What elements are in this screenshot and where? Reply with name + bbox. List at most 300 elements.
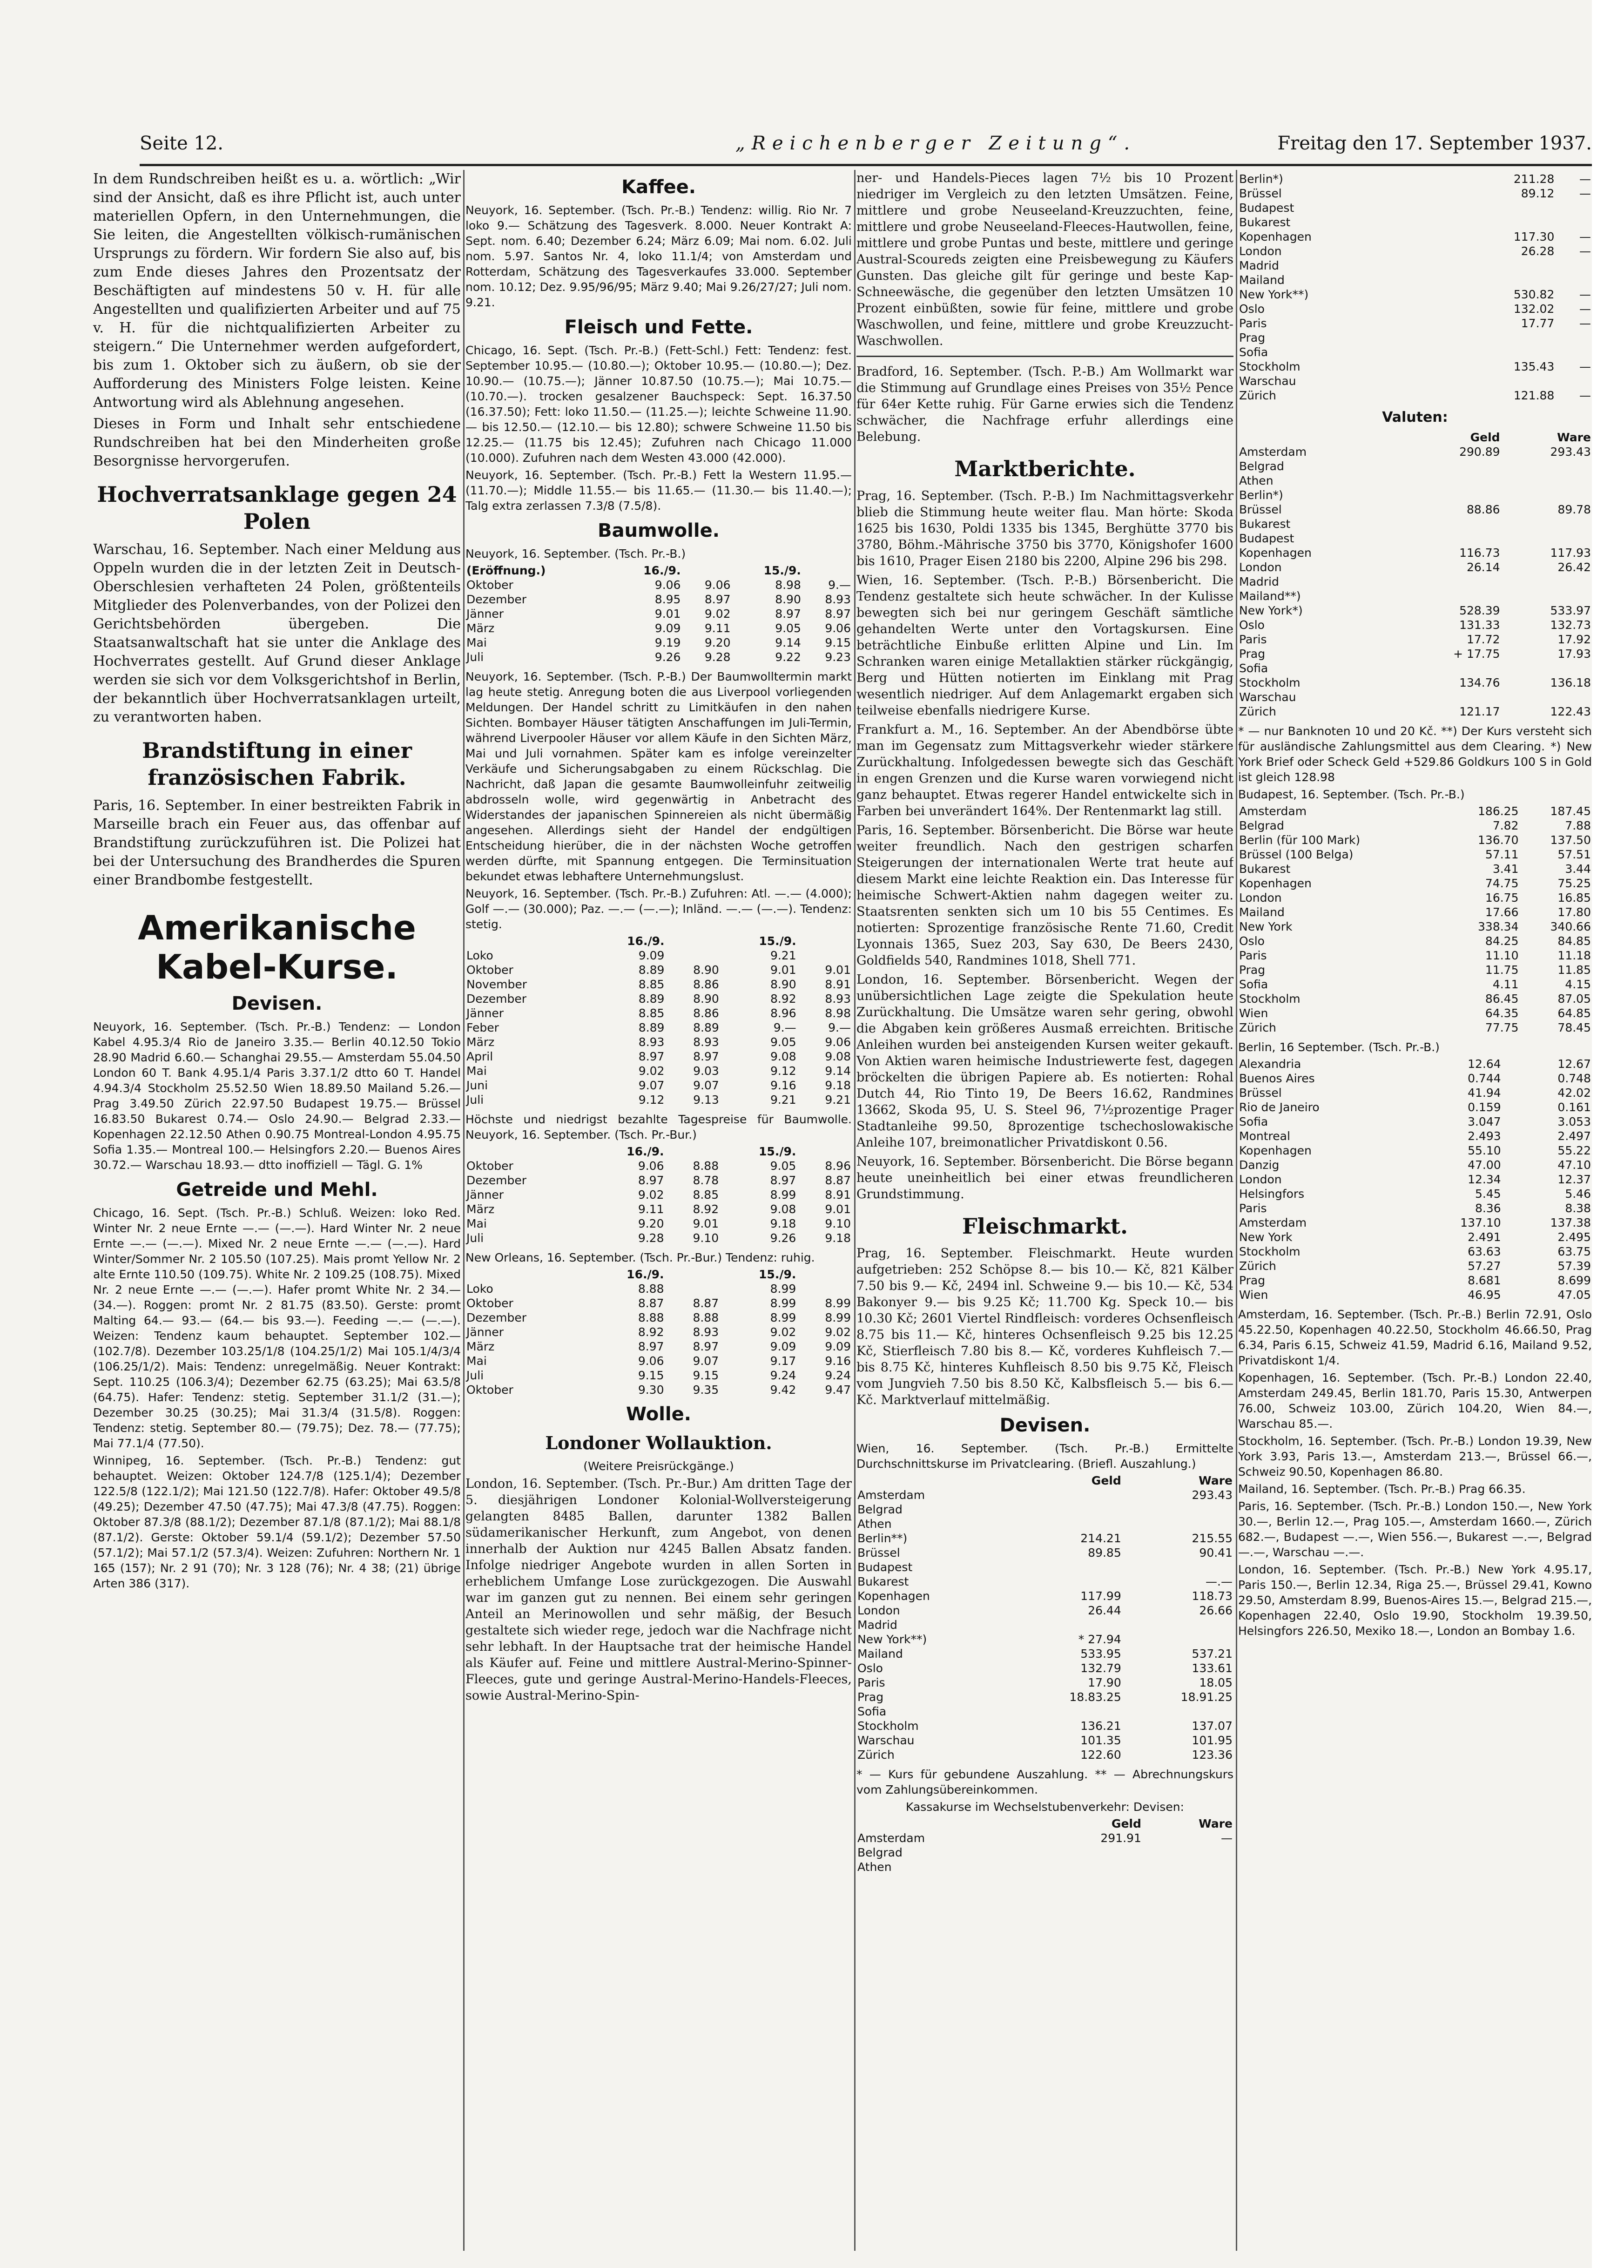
row-value: 17.90 [1088, 1676, 1121, 1689]
row-label: Berlin**) [857, 1532, 908, 1545]
row-label: Mailand [1239, 273, 1285, 287]
row-label: Stockholm [1239, 360, 1301, 373]
row-value [1397, 589, 1501, 603]
table-row [1238, 359, 1592, 374]
row-value: 8.93 [693, 1325, 719, 1339]
row-value: 9.18 [825, 1079, 851, 1092]
row-value: 2.497 [1557, 1129, 1591, 1143]
row-value: 116.73 [1459, 546, 1500, 560]
row-label: November [466, 978, 527, 991]
row-value [665, 1282, 720, 1296]
row-value [1122, 1517, 1233, 1531]
row-label: London [1239, 244, 1282, 258]
row-value: 9.14 [825, 1064, 851, 1078]
row-value: 137.10 [1460, 1216, 1501, 1229]
table-row [856, 1860, 1233, 1874]
row-value: 9.06 [704, 578, 731, 592]
row-value: 8.85 [638, 1006, 665, 1020]
table-row [1238, 388, 1592, 403]
row-label: Zürich [1239, 705, 1276, 718]
row-value: 9.03 [693, 1064, 719, 1078]
market-text: Chicago, 16. Sept. (Tsch. Pr.-B.) Schluß. Weizen: loko Red. Winter Nr. 2 neue Ernte —.— (—.—). Hard Winter Nr. 2 neue Ernte —.— (—.—). Mixed Nr. 2 neue Ernte —.— (—.—). Hard Winter/Sommer Nr. 2 105.50 (107.25). Mais promt Yellow Nr. 2 alte Ernte 110.50 (109.75). White Nr. 2 109.25 (108.75). Mixed Nr. 2 neue Ernte —.— (—.—). Hafer promt White Nr. 2 34.— (34.—). Roggen: promt Nr. 2 81.75 (83.50). Gerste: promt Malting 64.— 93.— (64.— bis 93.—). Feeding —.— (—.—). Weizen: Tendenz kaum behauptet. September 102.— (102.7/8). Dezember 103.25/1/8 (104.25/1/2) Mai 105.1/4/3/4 (106.25/1/2). Mais: Tendenz: unregelmäßig. Neuer Kontrakt: Sept. 110.25 (106.3/4); Dezember 62.75 (63.25); Mai 63.5/8 (64.75). Hafer: Tendenz: stetig. September 31.1/2 (31.—); Dezember 30.25 (30.25); Mai 31.3/4 (31.5/8). Roggen: Tendenz: stetig. September 80.— (79.75); Dez. 78.— (77.75); Mai 77.1/4 (77.50). [93, 1206, 461, 1450]
table-row [1238, 302, 1592, 316]
table-row [1238, 905, 1592, 919]
row-value: 9.09 [770, 1340, 796, 1353]
row-label: Bukarest [1239, 862, 1291, 876]
row-value: 9.28 [638, 1231, 664, 1245]
row-label: London [1239, 891, 1282, 904]
row-value: 9.05 [770, 1035, 796, 1049]
row-value: 3.44 [1565, 862, 1591, 876]
table-row [856, 1618, 1233, 1632]
table-row [856, 1574, 1233, 1589]
row-value: 26.14 [1466, 560, 1500, 574]
market-text: * — nur Banknoten 10 und 20 Kč. **) Der Kurs versteht sich für ausländische Zahlungsmittel aus dem Clearing. *) New York Brief oder Scheck Geld +529.86 Goldkurs 100 S in Gold ist gleich 128.98 [1238, 724, 1592, 784]
row-value: 9.07 [693, 1079, 719, 1092]
table-row [465, 1188, 852, 1202]
row-value [1501, 661, 1592, 675]
column-3 [856, 170, 1233, 2251]
table-row [1238, 1143, 1592, 1158]
row-value: 3.047 [1468, 1115, 1501, 1128]
row-value: 293.43 [1192, 1488, 1233, 1502]
row-value: 8.88 [638, 1311, 664, 1324]
row-label: Oktober [466, 1159, 513, 1173]
market-text: Amsterdam, 16. September. (Tsch. Pr.-B.) Berlin 72.91, Oslo 45.22.50, Kopenhagen 40.22.50, Stockholm 46.66.50, Prag 6.34, Paris 6.15, Schweiz 41.59, Madrid 6.16, Mailand 9.52, Privatdiskont 1/4. [1238, 1308, 1592, 1367]
row-value: 77.75 [1485, 1021, 1519, 1034]
row-label: Jänner [466, 607, 504, 621]
row-value: 17.77 [1521, 317, 1555, 330]
row-value: 9.15 [825, 636, 851, 649]
row-value: — [1579, 317, 1591, 330]
table-row [856, 1831, 1233, 1845]
row-label: Wien [1239, 1006, 1268, 1020]
row-value: 8.99 [770, 1282, 796, 1296]
row-label: März [466, 1340, 495, 1353]
row-value: 17.66 [1485, 905, 1519, 919]
row-value: — [1579, 389, 1591, 402]
row-value: 86.45 [1485, 992, 1519, 1006]
row-label: Loko [466, 1282, 493, 1296]
row-value: 88.86 [1466, 503, 1500, 516]
row-value: 9.42 [770, 1383, 796, 1397]
article-text: In dem Rundschreiben heißt es u. a. wörtlich: „Wir sind der Ansicht, daß es ihre Pflicht ist, auch unter materiellen Opfern, in den Unternehmungen, die Sie leiten, die Angestellten völkisch-rumänischen Ursprungs zu fördern. Wir fordern Sie also auf, bis zum Ende dieses Jahres den Prozentsatz der Beschäftigten auf mindestens 50 v. H. für alle Angestellten und qualifizierten Arbeiter und auf 75 v. H. für die nichtqualifizierten Arbeiter zu steigern.“ Die Unternehmer werden aufgefordert, bis zum 1. Oktober sich zu äußern, ob sie der Aufforderung des Ministers Folge leisten. Keine Antwortung wird als Ablehnung angesehen. [93, 171, 461, 411]
table-row [1238, 632, 1592, 647]
table-row [1238, 316, 1592, 331]
section-subtitle: Londoner Wollauktion. [545, 1432, 772, 1453]
table-row [1238, 172, 1592, 186]
row-value: 101.35 [1080, 1734, 1121, 1747]
row-value: 9.16 [825, 1354, 851, 1368]
row-value: 537.21 [1192, 1647, 1233, 1660]
row-value: 11.18 [1557, 949, 1591, 962]
row-value: 8.90 [770, 978, 796, 991]
row-value: 9.23 [825, 650, 851, 664]
row-value: 117.99 [1080, 1589, 1121, 1603]
market-text: Stockholm, 16. September. (Tsch. Pr.-B.) London 19.39, New York 3.93, Paris 13.—, Amsterdam 213.—, Brüssel 66.—, Schweiz 90.50, Kopenhagen 86.80. [1238, 1434, 1592, 1478]
row-value: 8.95 [654, 593, 681, 606]
row-label: Brüssel [1239, 503, 1282, 516]
row-label: Paris [1239, 949, 1267, 962]
row-value: 55.10 [1468, 1144, 1501, 1157]
table-row [1238, 331, 1592, 345]
row-label: April [466, 1050, 493, 1063]
row-label: Zürich [1239, 1021, 1276, 1034]
row-label: Mai [466, 1064, 487, 1078]
column-divider [463, 170, 465, 2251]
cotton-table-3: 16./9. 15./9. Oktober 9.06 8.88 9.05 8.96 Dezember 8.97 8.78 8.97 8.87 Jänner 9.02 8.85 8.99 8.91 März 9.11 8.92 9.08 9.01 Mai 9.20 9.01 9.18 9.10 Juli 9.28 9.10 9.26 9.18 [466, 1145, 851, 1245]
row-label: Paris [1239, 317, 1267, 330]
row-value: 9.15 [638, 1369, 664, 1382]
row-value: 74.75 [1485, 877, 1519, 890]
table-row [465, 1093, 852, 1107]
row-label: Oslo [1239, 934, 1265, 948]
table-row [1238, 804, 1592, 818]
row-value: 8.90 [693, 963, 719, 977]
row-value: 9.08 [825, 1050, 851, 1063]
row-value: 5.46 [1565, 1187, 1591, 1201]
row-label: London [1239, 1173, 1282, 1186]
row-value [1555, 331, 1592, 345]
row-value [1501, 589, 1592, 603]
row-value: 8.93 [825, 992, 851, 1006]
row-value: 84.85 [1557, 934, 1591, 948]
row-value: 17.92 [1557, 633, 1591, 646]
row-value: 78.45 [1557, 1021, 1591, 1034]
row-label: Paris [1239, 633, 1267, 646]
row-value: 134.76 [1459, 676, 1500, 689]
row-value: 122.43 [1550, 705, 1591, 718]
row-value [1011, 1502, 1122, 1517]
row-value: 9.06 [825, 1035, 851, 1049]
row-value: 57.27 [1468, 1259, 1501, 1273]
row-value: 8.85 [693, 1188, 719, 1202]
table-row [465, 1383, 852, 1397]
row-label: Oslo [1239, 618, 1265, 632]
table-row [856, 1748, 1233, 1762]
row-label: Mai [466, 636, 487, 649]
row-value: — [1579, 172, 1591, 186]
row-value [1555, 374, 1592, 388]
section-title: Fleischmarkt. [962, 1214, 1128, 1239]
table-row [1238, 546, 1592, 560]
row-value: 101.95 [1192, 1734, 1233, 1747]
row-label: Bukarest [1239, 517, 1291, 531]
row-value: 18.83.25 [1069, 1690, 1121, 1704]
row-label: Mailand [857, 1647, 903, 1660]
row-value [1142, 1845, 1233, 1860]
row-value: 42.02 [1557, 1086, 1591, 1100]
row-value: 57.51 [1557, 848, 1591, 861]
market-text: Neuyork, 16. September. (Tsch. Pr.-B.) Fett la Western 11.95.— (11.70.—); Middle 11.55.— bis 11.65.— (11.30.— bis 11.40.—); Talg extra zerlassen 7.3/8 (7.5/8). [465, 468, 852, 513]
row-value: 9.07 [693, 1354, 719, 1368]
row-value [1440, 201, 1555, 215]
row-value [1440, 345, 1555, 359]
row-value: 9.14 [775, 636, 801, 649]
table-row [465, 592, 852, 607]
row-value: 9.10 [825, 1217, 851, 1230]
row-value: 9.02 [638, 1064, 665, 1078]
row-label: Madrid [1239, 259, 1279, 272]
table-row [1238, 560, 1592, 574]
table-row [1238, 1230, 1592, 1244]
row-value [1555, 345, 1592, 359]
section-title: Devisen. [999, 1415, 1091, 1436]
market-text: Paris, 16. September. (Tsch. Pr.-B.) London 150.—, New York 30.—, Berlin 12.—, Prag 105.—, Amsterdam 1660.—, Zürich 682.—, Budapest —.—, Wien 556.—, Bukarest —.—, Belgrad —.—, Warschau —.—. [1238, 1499, 1592, 1559]
row-label: London [857, 1604, 900, 1617]
table-row [1238, 574, 1592, 589]
row-value [1011, 1704, 1122, 1719]
row-value [1011, 1517, 1122, 1531]
row-label: Oslo [857, 1661, 883, 1675]
row-value: 12.67 [1557, 1057, 1591, 1071]
row-value: 8.78 [693, 1174, 719, 1187]
row-value [1122, 1632, 1233, 1647]
row-label: Juli [466, 1231, 484, 1245]
row-value [1397, 531, 1501, 546]
row-value [1440, 374, 1555, 388]
table-row [856, 1675, 1233, 1690]
table-row [1238, 1187, 1592, 1201]
row-label: Budapest [1239, 201, 1294, 215]
cotton-table-2: 16./9. 15./9. Loko 9.09 9.21 Oktober 8.89 8.90 9.01 9.01 November 8.85 8.86 8.90 8.91 Dezember 8.89 8.90 8.92 8.93 Jänner 8.85 8.86 8.96 8.98 Feber 8.89 8.89 9.— 9.— März 8.93 8.93 9.05 9.06 April 8.97 8.97 9.08 9.08 Mai 9.02 9.03 9.12 9.14 Juni 9.07 9.07 9.16 9.18 Juli 9.12 9.13 9.21 9.21 [466, 934, 851, 1107]
row-value: 17.72 [1466, 633, 1500, 646]
table-row [1238, 1259, 1592, 1273]
row-value: 9.30 [638, 1383, 664, 1397]
market-text: Neuyork, 16. September. (Tsch. Pr.-B.) Tendenz: willig. Rio Nr. 7 loko 9.— Schätzung des Tagesverk. 8.000. Neuer Kontrakt A: Sept. nom. 6.40; Dezember 6.24; März 6.09; Mai nom. 6.02. Juli nom. 5.97. Santos Nr. 4, loko 11.1/4; von Amsterdam und Rotterdam, Schätzung des Tagesverkaufes 33.000. September nom. 10.12; Dez. 9.95/96/95; März 9.40; Mai 9.26/27/27; Juli nom. 9.21. [465, 203, 852, 309]
table-row [1238, 992, 1592, 1006]
table-row [1238, 531, 1592, 546]
table-row [856, 1647, 1233, 1661]
table-row [1238, 215, 1592, 230]
table-row [1238, 891, 1592, 905]
table-row [1238, 1100, 1592, 1114]
row-value: 87.05 [1557, 992, 1591, 1006]
market-text: Chicago, 16. Sept. (Tsch. Pr.-B.) (Fett-Schl.) Fett: Tendenz: fest. September 10.95.— (10.80.—); Oktober 10.95.— (10.80.—); Dez. 10.90.— (10.75.—); Jänner 10.87.50 (10.75.—); Mai 10.75.— (10.70.—). trocken gesalzener Bauchspeck: Sept. 16.37.50 (16.37.50); Fett: loko 11.50.— (11.25.—); leichte Schweine 11.90.— bis 12.50.— (12.10.— bis 12.80); schwere Schweine 11.50 bis 12.25.— (11.75 bis 12.45); Zufuhren nach Chicago 11.000 (10.000). Zufuhren nach dem Westen 43.000 (42.000). [465, 344, 852, 465]
row-label: Dezember [466, 593, 527, 606]
row-value: 8.97 [825, 607, 851, 621]
kassa-table: Geld Ware Amsterdam 291.91 — Belgrad Athen [857, 1817, 1233, 1874]
row-value: 89.78 [1557, 503, 1591, 516]
row-value: 47.00 [1468, 1158, 1501, 1172]
table-row [465, 1310, 852, 1325]
row-value: 0.161 [1557, 1100, 1591, 1114]
row-value: 8.89 [638, 992, 665, 1006]
table-row [465, 948, 852, 963]
row-value: 26.66 [1199, 1604, 1233, 1617]
row-value [1122, 1502, 1233, 1517]
table-row [856, 1488, 1233, 1502]
row-value: 9.35 [693, 1383, 719, 1397]
row-value: 122.60 [1080, 1748, 1121, 1762]
issue-date: Freitag den 17. September 1937. [1277, 133, 1592, 154]
table-row [1238, 258, 1592, 273]
row-value: 16.75 [1485, 891, 1519, 904]
row-label: Dezember [466, 992, 527, 1006]
row-label: Sofia [1239, 1115, 1268, 1128]
row-value: 9.09 [825, 1340, 851, 1353]
row-value: 8.87 [693, 1296, 719, 1310]
row-value: 8.87 [825, 1174, 851, 1187]
row-label: Sofia [1239, 978, 1268, 991]
table-row [1238, 1244, 1592, 1259]
row-value: 290.89 [1459, 445, 1500, 459]
row-value: 9.21 [770, 1093, 796, 1107]
row-value: 533.97 [1550, 604, 1591, 617]
row-value: 9.18 [825, 1231, 851, 1245]
row-value [1011, 1560, 1122, 1574]
row-value: 123.36 [1192, 1748, 1233, 1762]
row-value: 8.97 [704, 593, 731, 606]
table-row [465, 578, 852, 592]
row-value: 9.09 [638, 949, 665, 962]
row-value: 4.11 [1492, 978, 1519, 991]
row-value [1501, 488, 1592, 502]
row-label: New York**) [857, 1633, 927, 1646]
row-value: 9.01 [693, 1217, 719, 1230]
row-value: 136.18 [1550, 676, 1591, 689]
row-label: Wien [1239, 1288, 1268, 1302]
section-title: Marktberichte. [954, 456, 1136, 481]
row-value: 46.95 [1468, 1288, 1501, 1302]
row-value: 63.63 [1468, 1245, 1501, 1258]
table-row [1238, 704, 1592, 719]
row-label: Berlin*) [1239, 488, 1283, 502]
table-row [1238, 459, 1592, 473]
row-label: Belgrad [1239, 819, 1284, 832]
row-label: Kopenhagen [1239, 877, 1312, 890]
row-value: 41.94 [1468, 1086, 1501, 1100]
row-value: * 27.94 [1078, 1633, 1121, 1646]
row-label: Bukarest [857, 1575, 909, 1588]
table-row [1238, 273, 1592, 287]
row-value: 12.34 [1468, 1173, 1501, 1186]
row-label: Athen [857, 1860, 892, 1874]
row-label: Prag [1239, 647, 1266, 661]
row-value: 9.09 [654, 621, 681, 635]
row-value: 17.80 [1557, 905, 1591, 919]
row-value: 8.699 [1557, 1274, 1591, 1287]
row-value [1397, 690, 1501, 704]
row-label: Alexandria [1239, 1057, 1301, 1071]
row-label: Athen [857, 1517, 892, 1531]
row-value [1033, 1860, 1142, 1874]
table-row [465, 621, 852, 635]
row-value: 3.41 [1492, 862, 1519, 876]
row-value: 8.89 [638, 1021, 665, 1034]
row-label: Mai [466, 1217, 487, 1230]
row-label: Juni [466, 1079, 488, 1092]
table-row [1238, 517, 1592, 531]
row-value: 9.26 [654, 650, 681, 664]
row-value: 9.08 [770, 1050, 796, 1063]
section-title: Amerikanische Kabel-Kurse. [138, 908, 416, 986]
row-value: 8.93 [825, 593, 851, 606]
row-value [1122, 1618, 1233, 1632]
article-text: Warschau, 16. September. Nach einer Meldung aus Oppeln wurden die in der letzten Zeit in Deutsch-Oberschlesien verhafteten 24 Polen, größtenteils Mitglieder des Polenverbandes, von der Polizei den Gerichtsbehörden übergeben. Die Staatsanwaltschaft hat sie unter die Anklage des Hochverrates gestellt. Auf Grund dieser Anklage werden sie sich vor dem Volksgerichtshof in Berlin, der bekanntlich über Hochverratsanklagen urteilt, zu verantworten haben. [93, 541, 461, 725]
row-value: — [1579, 302, 1591, 316]
column-2 [465, 170, 852, 2251]
row-value: 12.64 [1468, 1057, 1501, 1071]
row-value: 9.02 [825, 1325, 851, 1339]
table-row [1238, 661, 1592, 675]
table-row [1238, 244, 1592, 258]
section-title: Kaffee. [621, 176, 696, 198]
row-value: 338.34 [1478, 920, 1519, 933]
row-value: — [1579, 187, 1591, 200]
table-row [856, 1719, 1233, 1733]
row-value: 8.99 [770, 1311, 796, 1324]
row-value: 9.47 [825, 1383, 851, 1397]
column-divider [854, 170, 856, 2251]
row-value: 89.12 [1521, 187, 1555, 200]
row-value: 11.85 [1557, 963, 1591, 977]
row-value: 55.22 [1557, 1144, 1591, 1157]
table-row [1238, 934, 1592, 948]
row-value: 9.06 [825, 621, 851, 635]
row-value: 117.30 [1513, 230, 1555, 243]
row-value [1397, 459, 1501, 473]
market-text: Höchste und niedrigst bezahlte Tagespreise für Baumwolle. Neuyork, 16. September. (Tsch. Pr.-Bur.) [465, 1113, 852, 1141]
row-label: Athen [1239, 474, 1274, 487]
table-row [1238, 488, 1592, 502]
section-subtitle: Devisen. [231, 993, 323, 1014]
row-value: 8.85 [638, 978, 665, 991]
row-value [1440, 258, 1555, 273]
row-value: 528.39 [1459, 604, 1500, 617]
row-value: 8.98 [775, 578, 801, 592]
row-value: + 17.75 [1453, 647, 1500, 661]
row-label: Brüssel (100 Belga) [1239, 848, 1354, 861]
row-value: 2.491 [1468, 1230, 1501, 1244]
row-value: — [1579, 288, 1591, 301]
row-value: 8.98 [825, 1006, 851, 1020]
row-value: 8.38 [1565, 1202, 1591, 1215]
row-value: 8.99 [770, 1296, 796, 1310]
row-value: 2.493 [1468, 1129, 1501, 1143]
table-row [465, 1173, 852, 1188]
row-label: Brüssel [1239, 187, 1282, 200]
row-label: Madrid [857, 1618, 897, 1632]
table-row [465, 1049, 852, 1064]
table-row [465, 1354, 852, 1368]
row-value: 16.85 [1557, 891, 1591, 904]
row-label: Kopenhagen [1239, 230, 1312, 243]
market-text: Wien, 16. September. (Tsch. Pr.-B.) Ermittelte Durchschnittskurse im Privatclearing. (Briefl. Auszahlung.) [856, 1442, 1233, 1471]
row-label: Berlin*) [1239, 172, 1283, 186]
row-value [1122, 1560, 1233, 1574]
rates-table-top [1238, 172, 1592, 403]
section-subtitle: (Weitere Preisrückgänge.) [583, 1459, 734, 1473]
row-value: 9.06 [638, 1354, 664, 1368]
table-row [1238, 977, 1592, 992]
row-value: 9.20 [704, 636, 731, 649]
row-label: Prag [1239, 963, 1266, 977]
table-row [465, 1064, 852, 1078]
row-label: Juli [466, 1369, 484, 1382]
section-subtitle: Valuten: [1382, 409, 1448, 425]
row-value: 9.22 [775, 650, 801, 664]
row-value: 8.88 [638, 1282, 664, 1296]
row-value: 90.41 [1199, 1546, 1233, 1559]
table-row [465, 1325, 852, 1339]
table-row [856, 1661, 1233, 1675]
row-value: 131.33 [1459, 618, 1500, 632]
row-value: 9.21 [825, 1093, 851, 1107]
table-row [465, 607, 852, 621]
row-value [1440, 331, 1555, 345]
row-label: Dezember [466, 1311, 527, 1324]
